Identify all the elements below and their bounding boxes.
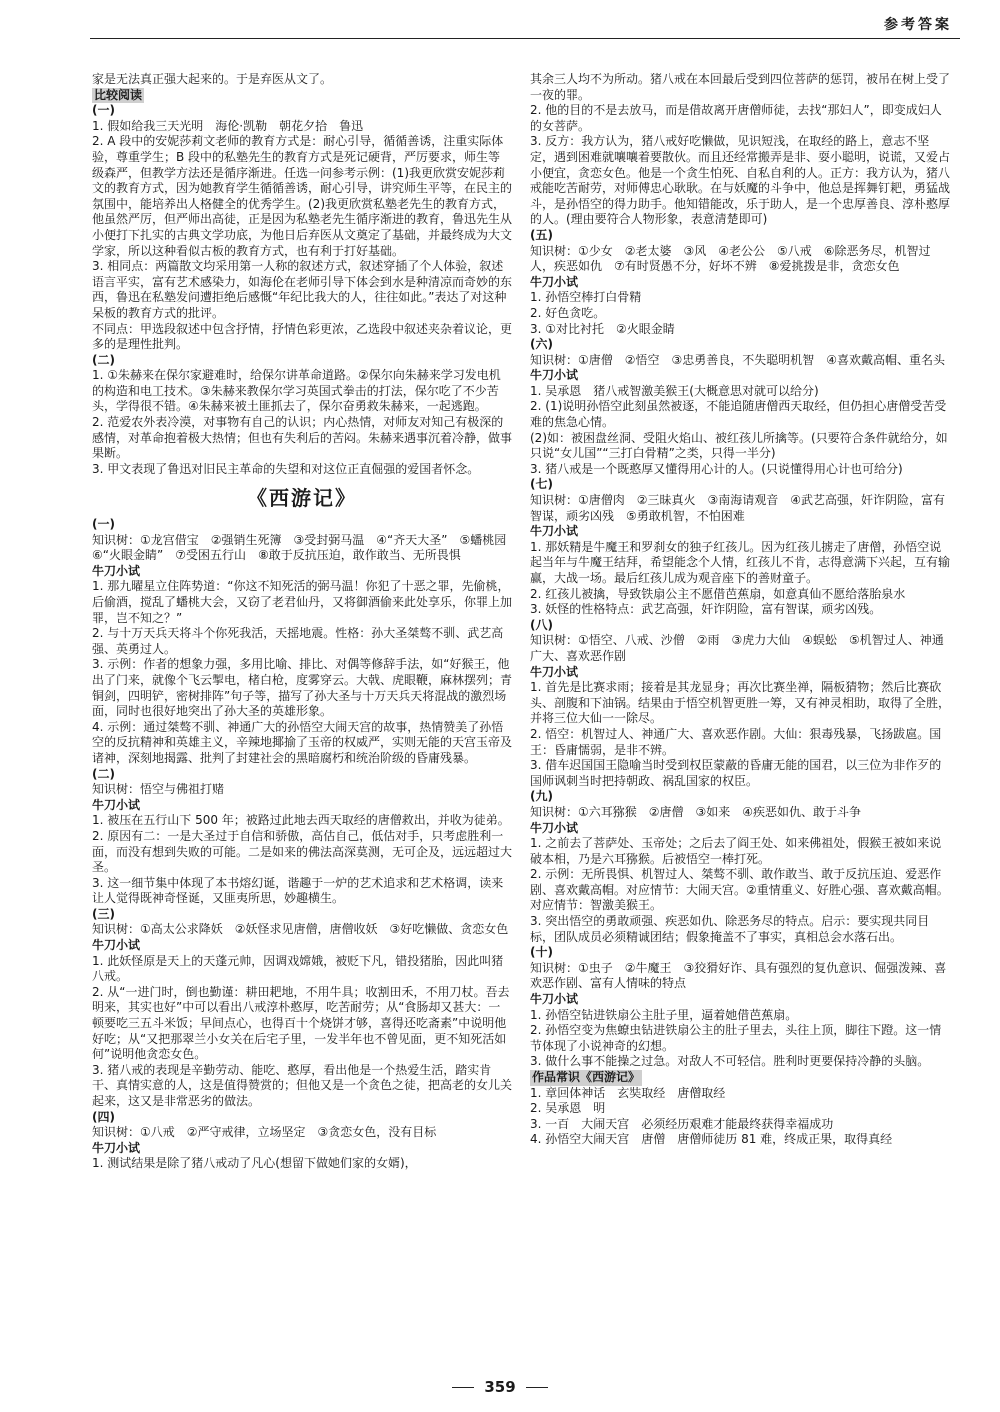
footer-rule-right [526,1387,548,1388]
section-title-compare: 比较阅读 [94,87,143,102]
answer-line: (2)如：被困盘丝洞、受阻火焰山、被红孩儿所擒等。(只要符合条件就给分，如只说“女儿国”“三打白骨精”之类，只得一半分) [530,430,948,461]
page-number: 359 [484,1378,516,1396]
answer-line: 2. A 段中的安妮莎莉文老师的教育方式是：耐心引导，循循善诱，注重实际体验，尊重学生；B 段中的私塾先生的教育方式是死记硬背，严厉要求，师生等级森严，但教学方法还是循序渐进。任选一问参考示例：(1)我更欣赏安妮莎莉文的教育方式，因为她教育学生循循善诱，耐心引导，讲究师生平等，在民主的氛围中，能培养出人格健全的优秀学生。(2)我更欣赏私塾老先生的教育方式，他虽然严厉，但严师出高徒，正是因为私塾老先生循序渐进的教育，鲁迅先生从小便打下扎实的古典文学功底，为他日后弃医从文奠定了基础，并最终成为大文学家，所以这种看似古板的教育方式，也有利于打好基础。 [92,134,513,258]
answer-line: 3. 这一细节集中体现了本书熔幻诞，谐趣于一炉的艺术追求和艺术格调，读来让人觉得既神奇怪诞，又匪夷所思，妙趣横生。 [92,875,504,906]
answer-line: 3. 甲文表现了鲁迅对旧民主革命的失望和对这位正直倔强的爱国者怀念。 [92,461,480,476]
knowledge-tree: 知识树：①八戒 ②严守戒律，立场坚定 ③贪恋女色，没有目标 [92,1125,437,1140]
answer-line: 2. 红孩儿被擒，导致铁扇公主不愿借芭蕉扇，如意真仙不愿给落胎泉水 [530,586,906,601]
quiz-heading: 牛刀小试 [530,368,579,383]
knowledge-tree: 知识树：①六耳猕猴 ②唐僧 ③如来 ④疾恶如仇、敢于斗争 [530,804,862,819]
answer-line: 3. 一百 大闹天宫 必须经历艰难才能最终获得幸福成功 [530,1116,834,1131]
knowledge-tree: 知识树：①龙宫借宝 ②强销生死簿 ③受封弼马温 ④“齐天大圣” ⑤蟠桃园 ⑥“火眼金睛” ⑦受困五行山 ⑧敢于反抗压迫，敢作敢当、无所畏惧 [92,532,519,563]
xiyou-label-5: (五) [530,227,553,242]
answer-line: 2. 悟空：机智过人、神通广大、喜欢恶作剧。大仙：狠毒残暴，飞扬跋扈。国王：昏庸懦弱，是非不辨。 [530,726,942,757]
answer-line: 2. 好色贪吃。 [530,305,606,320]
knowledge-tree: 知识树：①悟空、八戒、沙僧 ②雨 ③虎力大仙 ④蜈蚣 ⑤机智过人、神通广大、喜欢恶作剧 [530,633,944,663]
answer-line: 3. 妖怪的性格特点：武艺高强，奸诈阴险，富有智谋，顽劣凶残。 [530,602,882,617]
quiz-heading: 牛刀小试 [530,524,579,539]
label-2: (二) [92,352,115,367]
answer-line: 2. 他的目的不是去放马，而是借故离开唐僧师徒，去找“那妇人”，即变成妇人的女菩萨。 [530,103,942,133]
knowledge-tree: 知识树：①虫子 ②牛魔王 ③狡猾好诈、具有强烈的复仇意识、倔强泼辣、喜欢恶作剧、富有人情味的特点 [530,960,947,991]
xiyou-label-6: (六) [530,337,553,352]
xiyou-label-3: (三) [92,906,115,921]
answer-line: 1. ①朱赫来在保尔家避难时，给保尔讲革命道路。②保尔向朱赫来学习发电机的构造和电工技术。③朱赫来教保尔学习英国式拳击的打法，保尔吃了不少苦头，学得很不错。④朱赫来被土匪抓去了，保尔奋勇救朱赫来，一起逃跑。 [92,368,501,414]
intro-text: 家是无法真正强大起来的。于是弃医从文了。 [92,72,333,86]
header-title: 参考答案 [884,17,952,33]
answer-line: 3. 反方：我方认为，猪八戒好吃懒做，见识短浅，在取经的路上，意志不坚定，遇到困难就嚷嚷着要散伙。而且还经常搬弄是非、耍小聪明，说谎，又爱占小便宜，贪恋女色。他是一个贪生怕死、自私自利的人。正方：我方认为，猪八戒能吃苦耐劳，对师傅忠心耿耿。在与妖魔的斗争中，他总是挥舞钉耙，勇猛战斗，是孙悟空的得力助手。他知错能改，乐于助人，是一个忠厚善良、淳朴憨厚的人。(理由要符合人物形象，表意清楚即可) [530,134,951,227]
answer-line: 3. 示例：作者的想象力强，多用比喻、排比、对偶等修辞手法，如“好猴王，他出了门来，就像个飞云掣电，楮白枪，度雾穿云。大戟、虎眼鞭，麻林摆列；青铜剑，四明铲，密树排阵”句子等，描写了孙大圣与十万天兵天将混战的激烈场面，同时也很好地突出了孙大圣的英雄形象。 [92,657,513,719]
answer-line: 1. 章回体神话 玄奘取经 唐僧取经 [530,1085,726,1100]
quiz-heading: 牛刀小试 [530,664,579,679]
quiz-heading: 牛刀小试 [530,992,579,1007]
knowledge-tree: 知识树：悟空与佛祖打赌 [92,782,225,797]
quiz-heading: 牛刀小试 [530,820,579,835]
answer-line: 2. 吴承恩 明 [530,1101,606,1116]
answer-line: 2. 从“一进门时，倒也勤谨：耕田耙地，不用牛具；收割田禾，不用刀杖。吾去明来，其实也好”中可以看出八戒淳朴憨厚，吃苦耐劳；从“食肠却又甚大：一顿要吃三五斗米饭；早间点心，也得百十个烧饼才够，喜得还吃斋素”中说明他好吃；从“又把那翠兰小女关在后宅子里，一发半年也不曾见面，更不知死活如何”说明他贪恋女色。 [92,984,510,1062]
quiz-heading: 牛刀小试 [92,563,141,578]
label-1: (一) [92,103,115,118]
answer-line: 1. 假如给我三天光明 海伦·凯勒 朝花夕拾 鲁迅 [92,118,364,133]
answer-line: 3. 突出悟空的勇敢顽强、疾恶如仇、除恶务尽的特点。启示：要实现共同目标，团队成员必须精诚团结；假象掩盖不了事实，真相总会水落石出。 [530,914,930,944]
answer-line: 4. 孙悟空大闹天宫 唐僧 唐僧师徒历 81 难，终成正果，取得真经 [530,1132,893,1147]
answer-line: 不同点：甲选段叙述中包含抒情，抒情色彩更浓，乙选段中叙述夹杂着议论，更多的是理性批判。 [92,321,513,352]
knowledge-tree: 知识树：①唐僧 ②悟空 ③忠勇善良，不失聪明机智 ④喜欢戴高帽、重名头 [530,352,946,367]
answer-line: 2. 示例：无所畏惧、机智过人、桀骜不驯、敢作敢当、敢于反抗压迫、爱恶作剧、喜欢戴高帽。对应情节：大闹天宫。②重情重义、好胜心强、喜欢戴高帽。对应情节：智激美猴王。 [530,867,949,913]
answer-line: 1. 孙悟空钻进铁扇公主肚子里，逼着她借芭蕉扇。 [530,1007,798,1022]
answer-line: 3. 相同点：两篇散文均采用第一人称的叙述方式，叙述穿插了个人体验，叙述语言平实，富有艺术感染力，如海伦在老师引导下体会到水是种清凉而奇妙的东西，鲁迅在私塾发问遭拒绝后感慨“年纪比我大的人，往往如此。”表达了对这种呆板的教育方式的批评。 [92,259,513,320]
book-title: 《西游记》 [247,486,357,511]
answer-line: 1. 吴承恩 猪八戒智激美猴王(大概意思对就可以给分) [530,383,819,398]
knowledge-tree: 知识树：①少女 ②老太婆 ③风 ④老公公 ⑤八戒 ⑥除恶务尽，机智过人，疾恶如仇 ⑦有时贤愚不分，好坏不辨 ⑧爱挑拨是非，贪恋女色 [530,243,931,274]
answer-line: 1. 此妖怪原是天上的天蓬元帅，因调戏嫦娥，被贬下凡，错投猪胎，因此叫猪八戒。 [92,953,504,984]
answer-line: 4. 示例：通过桀骜不驯、神通广大的孙悟空大闹天宫的故事，热情赞美了孙悟空的反抗精神和英雄主义，辛辣地揶揄了玉帝的权威严，实则无能的天宫玉帝及诸神，深刻地揭露、批判了封建社会的黑暗腐朽和统治阶级的昏庸残暴。 [92,719,513,765]
answer-line: 3. 做什么事不能操之过急。对敌人不可轻信。胜利时更要保持冷静的头脑。 [530,1054,930,1069]
answer-line: 2. 原因有二：一是大圣过于自信和骄傲，高估自己，低估对手，只考虑胜利一面，而没有想到失败的可能。二是如来的佛法高深莫测，无可企及，远远超过大圣。 [92,828,513,875]
answer-line: 2. (1)说明孙悟空此刻虽然被逐，不能追随唐僧西天取经，但仍担心唐僧受苦受难的焦急心情。 [530,399,947,430]
section-title-work: 作品常识《西游记》 [532,1070,641,1084]
quiz-heading: 牛刀小试 [92,1140,141,1155]
knowledge-tree: 知识树：①唐僧肉 ②三昧真火 ③南海请观音 ④武艺高强，奸诈阴险，富有智谋，顽劣凶残 ⑤勇敢机智，不怕困难 [530,493,946,523]
answer-line: 其余三人均不为所动。猪八戒在本回最后受到四位菩萨的惩罚，被吊在树上受了一夜的罪。 [530,72,951,102]
answer-line: 1. 测试结果是除了猪八戒动了凡心(想留下做她们家的女婿)， [92,1156,417,1171]
header-divider [90,38,960,39]
answer-line: 3. ①对比衬托 ②火眼金睛 [530,321,675,336]
answer-line: 1. 首先是比赛求雨；接着是其龙显身；再次比赛坐禅，隔板猜物；然后比赛砍头、剖腹和下油锅。结果由于悟空机智更胜一筹，又有神灵相助，取得了全胜，并将三位大仙一一除尽。 [530,680,951,726]
xiyou-label-8: (八) [530,617,553,632]
xiyou-label-9: (九) [530,789,553,804]
answer-line: 3. 借车迟国国王隐喻当时受到权臣蒙蔽的昏庸无能的国君，以三位为非作歹的国师讽刺当时把持朝政、祸乱国家的权臣。 [530,758,942,788]
answer-line: 2. 范爱农外表冷漠，对事物有自己的认识；内心热情，对师友对知己有极深的感情，对革命抱着极大热情；但也有失利后的苦闷。朱赫来遇事沉着冷静，做事果断。 [92,415,513,461]
xiyou-label-7: (七) [530,477,553,492]
xiyou-label-1: (一) [92,517,115,532]
quiz-heading: 牛刀小试 [530,274,579,289]
right-column [530,72,950,1367]
answer-line: 1. 之前去了菩萨处、玉帝处；之后去了阎王处、如来佛祖处，假猴王被如来说破本相，乃是六耳猕猴。后被悟空一棒打死。 [530,836,942,866]
answer-line: 3. 猪八戒是一个既憨厚又懂得用心计的人。(只说懂得用心计也可给分) [530,461,903,476]
page-footer [0,1378,1000,1396]
footer-rule-left [452,1387,474,1388]
xiyou-label-4: (四) [92,1109,115,1124]
quiz-heading: 牛刀小试 [92,797,141,812]
knowledge-tree: 知识树：①高太公求降妖 ②妖怪求见唐僧，唐僧收妖 ③好吃懒做、贪恋女色 [92,922,509,937]
left-column [92,72,519,1367]
answer-line: 1. 那妖精是牛魔王和罗刹女的独子红孩儿。因为红孩儿掳走了唐僧，孙悟空说起当年与牛魔王结拜，希望能念个人情，红孩儿不肯，志得意满下兴起，互有输赢，大战一场。最后红孩儿成为观音座下的善财童子。 [530,539,951,585]
answer-line: 1. 孙悟空棒打白骨精 [530,290,642,305]
quiz-heading: 牛刀小试 [92,938,141,953]
answer-line: 1. 被压在五行山下 500 年；被路过此地去西天取经的唐僧救出，并收为徒弟。 [92,813,510,828]
answer-line: 2. 与十万天兵天将斗个你死我活，天摇地震。性格：孙大圣桀骜不驯、武艺高强、英勇过人。 [92,626,504,656]
answer-line: 1. 那九曜星立住阵势道：“你这不知死活的弼马温！你犯了十恶之罪，先偷桃，后偷酒，搅乱了蟠桃大会，又窃了老君仙丹，又将御酒偷来此处享乐，你罪上加罪，岂不知之？” [92,579,513,625]
xiyou-label-2: (二) [92,766,115,781]
xiyou-label-10: (十) [530,945,553,960]
answer-line: 2. 孙悟空变为焦蟟虫钻进铁扇公主的肚子里去，头往上顶，脚往下蹬。这一情节体现了小说神奇的幻想。 [530,1023,942,1053]
answer-line: 3. 猪八戒的表现是辛勤劳动、能吃、憨厚，看出他是一个热爱生活，踏实肯干、真情实意的人，这是值得赞赏的；但他又是一个贪色之徒，把高老的女儿关起来，这又是非常恶劣的做法。 [92,1062,513,1108]
